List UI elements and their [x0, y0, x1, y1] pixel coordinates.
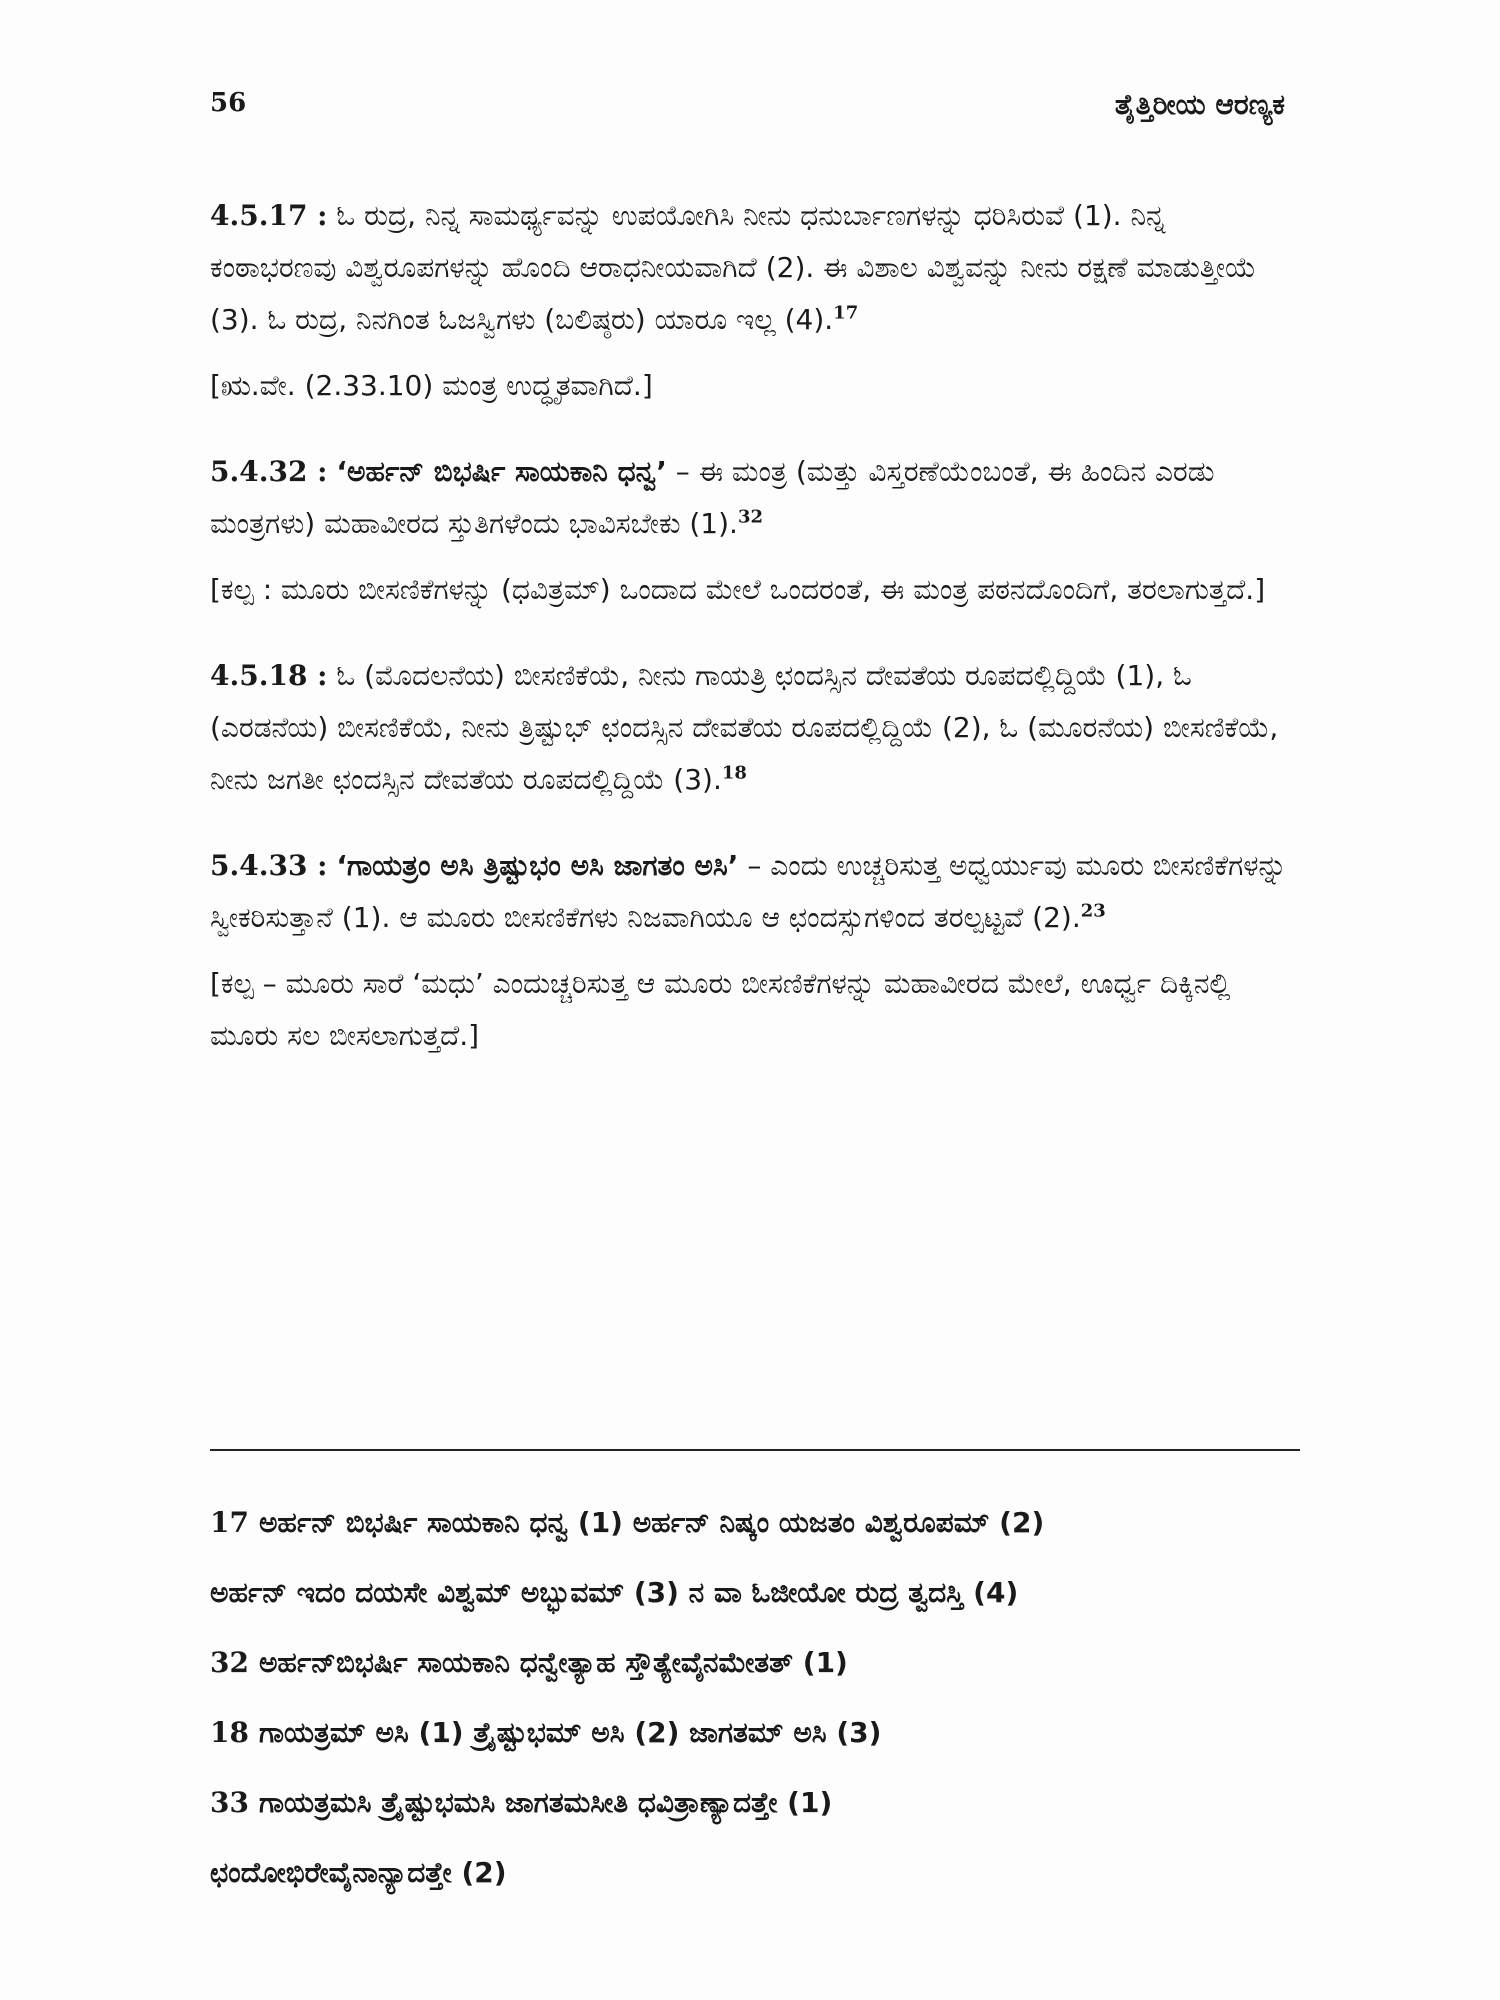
footnote-text: ಅರ್ಹನ್ ಇದಂ ದಯಸೇ ವಿಶ್ವಮ್ ಅಬ್ಭುವಮ್ (3) ನ ವಾ ಓಜೀಯೋ ರುದ್ರ ತ್ವದಸ್ತಿ (4) — [210, 1576, 1019, 1609]
section-5-4-33 — [210, 840, 1300, 944]
section-text: ಓ ರುದ್ರ, ನಿನ್ನ ಸಾಮರ್ಥ್ಯವನ್ನು ಉಪಯೋಗಿಸಿ ನೀನು ಧನುರ್ಬಾಣಗಳನ್ನು ಧರಿಸಿರುವೆ (1). ನಿನ್ನ ಕಂಠಾಭರಣವು ವಿಶ್ವರೂಪಗಳನ್ನು ಹೊಂದಿ ಆರಾಧನೀಯವಾಗಿದೆ (2). ಈ ವಿಶಾಲ ವಿಶ್ವವನ್ನು ನೀನು ರಕ್ಷಣೆ ಮಾಡುತ್ತೀಯೆ (3). ಓ ರುದ್ರ, ನಿನಗಿಂತ ಓಜಸ್ವಿಗಳು (ಬಲಿಷ್ಠರು) ಯಾರೂ ಇಲ್ಲ (4). — [210, 199, 1257, 336]
section-text: – ಈ ಮಂತ್ರ (ಮತ್ತು ವಿಸ್ತರಣೆಯೆಂಬಂತೆ, ಈ ಹಿಂದಿನ ಎರಡು ಮಂತ್ರಗಳು) ಮಹಾವೀರದ ಸ್ತುತಿಗಳೆಂದು ಭಾವಿಸಬೇಕು (1). — [210, 455, 1215, 540]
footnote-number: 17 — [210, 1506, 249, 1539]
footnote-marker: 18 — [721, 762, 747, 784]
section-4-5-17 — [210, 190, 1300, 346]
section-ref: 4.5.18 : — [210, 659, 328, 692]
footnote-line — [210, 1628, 1300, 1698]
section-ref: 5.4.32 : — [210, 455, 328, 488]
footnote-number: 18 — [210, 1716, 249, 1749]
footnote-marker: 17 — [833, 302, 859, 324]
section-ref: 4.5.17 : — [210, 199, 328, 232]
footnotes — [210, 1488, 1300, 1908]
bracket-note: [ಕಲ್ಪ – ಮೂರು ಸಾರೆ ‘ಮಧು’ ಎಂದುಚ್ಚರಿಸುತ್ತ ಆ ಮೂರು ಬೀಸಣಿಕೆಗಳನ್ನು ಮಹಾವೀರದ ಮೇಲೆ, ಊರ್ಧ್ವ ದಿಕ್ಕಿನಲ್ಲಿ ಮೂರು ಸಲ ಬೀಸಲಾಗುತ್ತದೆ.] — [210, 967, 1231, 1052]
footnote-marker: 23 — [1080, 900, 1106, 922]
footnote-text: ಅರ್ಹನ್‌ಬಿಭರ್ಷಿ ಸಾಯಕಾನಿ ಧನ್ವೇತ್ಯಾಹ ಸ್ತೌತ್ಯೇವೈನಮೇತತ್ (1) — [258, 1646, 848, 1679]
footnote-text: ಅರ್ಹನ್ ಬಿಭರ್ಷಿ ಸಾಯಕಾನಿ ಧನ್ವ (1) ಅರ್ಹನ್ ನಿಷ್ಕಂ ಯಜತಂ ವಿಶ್ವರೂಪಮ್ (2) — [258, 1506, 1045, 1539]
main-text — [210, 190, 1300, 1096]
footnote-text: ಗಾಯತ್ರಮಸಿ ತ್ರೈಷ್ಟುಭಮಸಿ ಜಾಗತಮಸೀತಿ ಧವಿತ್ರಾಣ್ಯಾದತ್ತೇ (1) — [258, 1786, 833, 1819]
bracket-note: [ಕಲ್ಪ : ಮೂರು ಬೀಸಣಿಕೆಗಳನ್ನು (ಧವಿತ್ರಮ್) ಒಂದಾದ ಮೇಲೆ ಒಂದರಂತೆ, ಈ ಮಂತ್ರ ಪಠನದೊಂದಿಗೆ, ತರಲಾಗುತ್ತದೆ.] — [210, 573, 1266, 606]
section-text: ಓ (ಮೊದಲನೆಯ) ಬೀಸಣಿಕೆಯೆ, ನೀನು ಗಾಯತ್ರಿ ಛಂದಸ್ಸಿನ ದೇವತೆಯ ರೂಪದಲ್ಲಿದ್ದಿಯೆ (1), ಓ (ಎರಡನೆಯ) ಬೀಸಣಿಕೆಯೆ, ನೀನು ತ್ರಿಷ್ಟುಭ್ ಛಂದಸ್ಸಿನ ದೇವತೆಯ ರೂಪದಲ್ಲಿದ್ದಿಯೆ (2), ಓ (ಮೂರನೆಯ) ಬೀಸಣಿಕೆಯೆ, ನೀನು ಜಗತೀ ಛಂದಸ್ಸಿನ ದೇವತೆಯ ರೂಪದಲ್ಲಿದ್ದಿಯೆ (3). — [210, 659, 1279, 796]
section-text: – ಎಂದು ಉಚ್ಚರಿಸುತ್ತ ಅಧ್ವರ್ಯುವು ಮೂರು ಬೀಸಣಿಕೆಗಳನ್ನು ಸ್ವೀಕರಿಸುತ್ತಾನೆ (1). ಆ ಮೂರು ಬೀಸಣಿಕೆಗಳು ನಿಜವಾಗಿಯೂ ಆ ಛಂದಸ್ಸುಗಳಿಂದ ತರಲ್ಪಟ್ಟವೆ (2). — [210, 849, 1287, 934]
footnote-number: 33 — [210, 1786, 249, 1819]
footnote-divider — [210, 1449, 1300, 1451]
footnote-line — [210, 1838, 1300, 1908]
footnote-marker: 32 — [737, 506, 764, 528]
footnote-line — [210, 1698, 1300, 1768]
footnote-text: ಗಾಯತ್ರಮ್ ಅಸಿ (1) ತ್ರೈಷ್ಟುಭಮ್ ಅಸಿ (2) ಜಾಗತಮ್ ಅಸಿ (3) — [258, 1716, 882, 1749]
footnote-line — [210, 1558, 1300, 1628]
section-5-4-32 — [210, 446, 1300, 550]
page-number: 56 — [210, 88, 247, 118]
bracket-note: [ಋ.ವೇ. (2.33.10) ಮಂತ್ರ ಉದ್ಧೃತವಾಗಿದೆ.] — [210, 369, 653, 402]
footnote-line — [210, 1488, 1300, 1558]
page-header — [210, 88, 1285, 138]
mantra-quote: ‘ಅರ್ಹನ್ ಬಿಭರ್ಷಿ ಸಾಯಕಾನಿ ಧನ್ವ’ — [336, 455, 667, 488]
footnote-text: ಛಂದೋಭಿರೇವೈನಾನ್ಯಾದತ್ತೇ (2) — [210, 1856, 507, 1889]
section-4-5-18 — [210, 650, 1300, 806]
section-ref: 5.4.33 : — [210, 849, 328, 882]
footnote-number: 32 — [210, 1646, 249, 1679]
footnote-line — [210, 1768, 1300, 1838]
mantra-quote: ‘ಗಾಯತ್ರಂ ಅಸಿ ತ್ರಿಷ್ಟುಭಂ ಅಸಿ ಜಾಗತಂ ಅಸಿ’ — [336, 849, 739, 882]
running-title: ತೈತ್ತಿರೀಯ ಆರಣ್ಯಕ — [1114, 88, 1285, 121]
